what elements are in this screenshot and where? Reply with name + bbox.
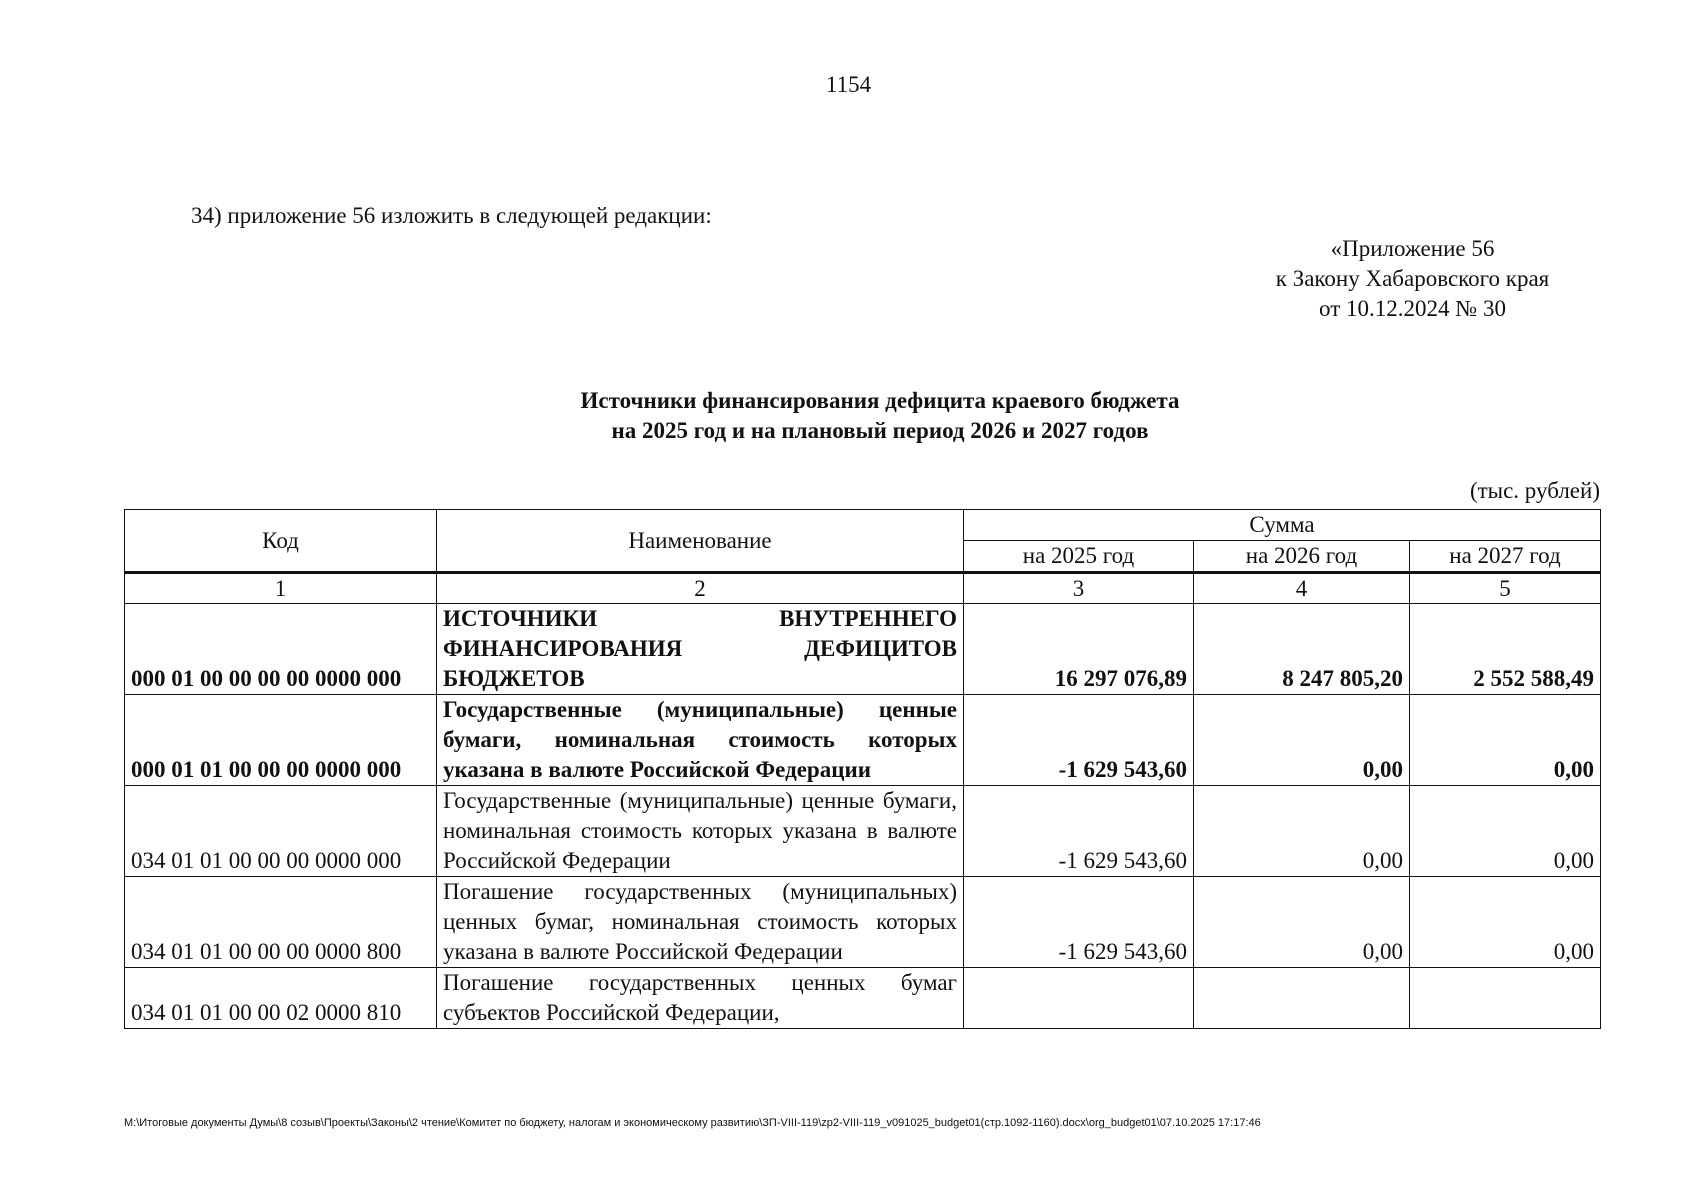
row-amount-2027: 0,00 [1410,695,1601,786]
row-amount-2027: 2 552 588,49 [1410,604,1601,695]
row-amount-2026: 0,00 [1194,786,1410,877]
file-path-footer: M:\Итоговые документы Думы\8 созыв\Проекты\Законы\2 чтение\Комитет по бюджету, налогам и экономическому развитию\ЗП-VIII-119\zp2-VIII-119_v091025_budget01(стр.1092-1160).docx\org_budget01\07.10.2025 17:17:46 [124,1117,1261,1129]
column-number: 1 [125,573,437,604]
row-amount-2025: -1 629 543,60 [964,695,1194,786]
row-code: 000 01 01 00 00 00 0000 000 [125,695,437,786]
row-amount-2026 [1194,968,1410,1029]
column-number: 4 [1194,573,1410,604]
appendix-line-1: «Приложение 56 [1330,236,1495,261]
header-year-2027: на 2027 год [1410,541,1601,573]
row-name: Погашение государственных (муниципальных) ценных бумаг, номинальная стоимость которых указана в валюте Российской Федерации [437,877,964,968]
column-number: 2 [437,573,964,604]
row-name: Государственные (муниципальные) ценные бумаги, номинальная стоимость которых указана в валюте Российской Федерации [437,786,964,877]
header-name: Наименование [437,510,964,573]
row-name: Государственные (муниципальные) ценные бумаги, номинальная стоимость которых указана в валюте Российской Федерации [437,695,964,786]
row-amount-2025: -1 629 543,60 [964,786,1194,877]
units-label: (тыс. рублей) [1469,478,1600,503]
row-amount-2025: 16 297 076,89 [964,604,1194,695]
row-code: 034 01 01 00 00 02 0000 810 [125,968,437,1029]
header-sum: Сумма [964,510,1601,541]
document-title [0,386,1697,446]
row-name: Погашение государственных ценных бумаг субъектов Российской Федерации, [437,968,964,1029]
row-amount-2026: 0,00 [1194,695,1410,786]
table-row [125,695,1601,786]
row-amount-2025 [964,968,1194,1029]
header-year-2026: на 2026 год [1194,541,1410,573]
table-row [125,877,1601,968]
row-code: 034 01 01 00 00 00 0000 800 [125,877,437,968]
title-line-1: Источники финансирования дефицита краевого бюджета [580,388,1180,413]
row-name: ИСТОЧНИКИ ВНУТРЕННЕГО ФИНАНСИРОВАНИЯ ДЕФИЦИТОВ БЮДЖЕТОВ [437,604,964,695]
table-row [125,786,1601,877]
page-number: 1154 [825,72,872,97]
row-amount-2025: -1 629 543,60 [964,877,1194,968]
row-amount-2027 [1410,968,1601,1029]
column-number: 5 [1410,573,1601,604]
row-amount-2027: 0,00 [1410,786,1601,877]
header-year-2025: на 2025 год [964,541,1194,573]
column-number: 3 [964,573,1194,604]
row-amount-2026: 8 247 805,20 [1194,604,1410,695]
amendment-instruction: 34) приложение 56 изложить в следующей редакции: [191,203,712,228]
appendix-line-3: от 10.12.2024 № 30 [1319,296,1506,321]
row-amount-2027: 0,00 [1410,877,1601,968]
table-row [125,968,1601,1029]
budget-table [124,509,1601,1029]
row-code: 000 01 00 00 00 00 0000 000 [125,604,437,695]
appendix-line-2: к Закону Хабаровского края [1275,266,1550,291]
header-code: Код [125,510,437,573]
row-amount-2026: 0,00 [1194,877,1410,968]
table-row [125,604,1601,695]
appendix-reference [1180,234,1645,324]
row-code: 034 01 01 00 00 00 0000 000 [125,786,437,877]
title-line-2: на 2025 год и на плановый период 2026 и 2027 годов [611,418,1149,443]
